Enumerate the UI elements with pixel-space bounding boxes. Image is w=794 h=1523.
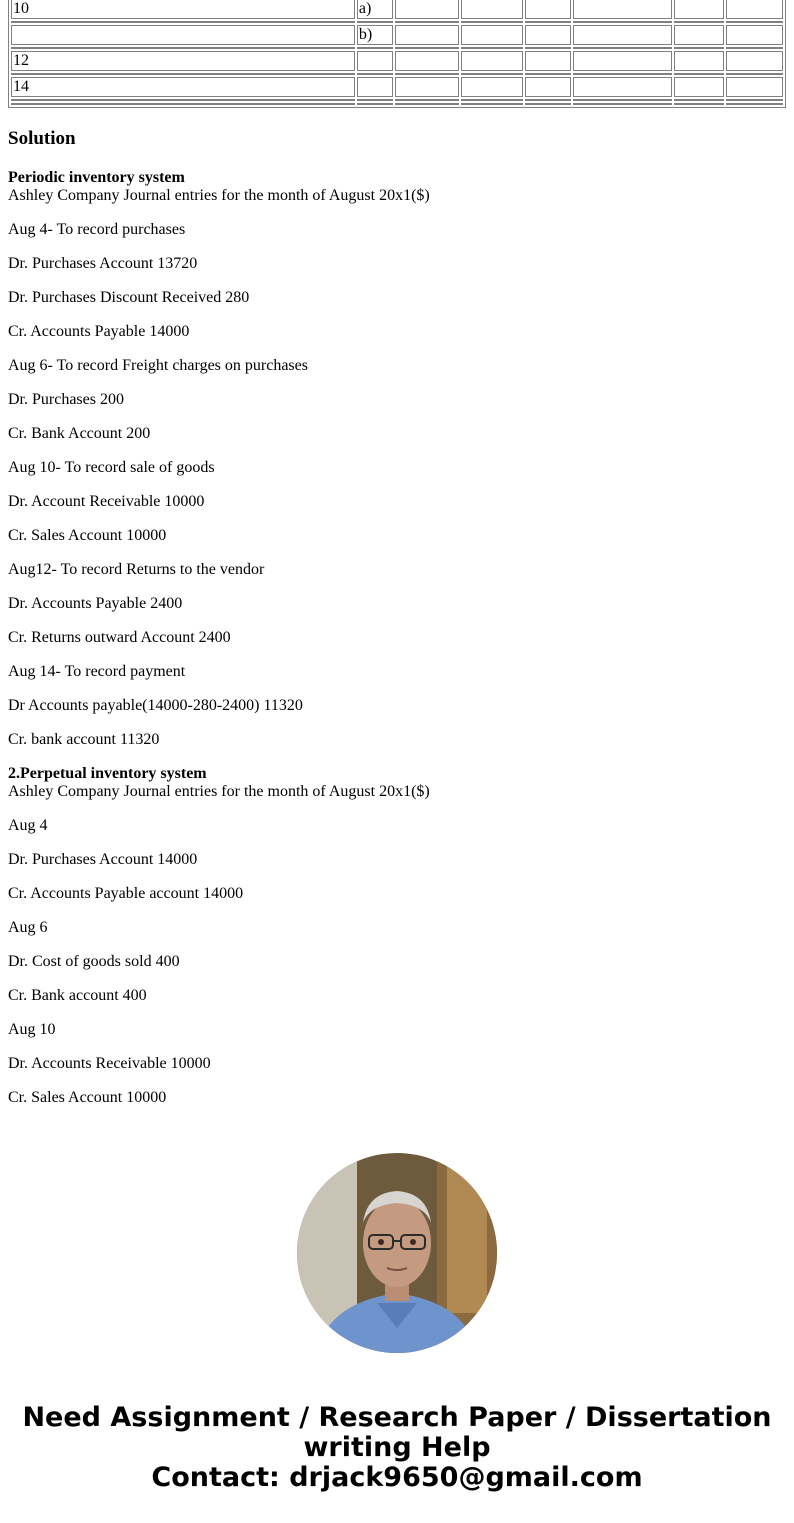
table-cell bbox=[726, 73, 783, 75]
table-cell bbox=[573, 0, 671, 19]
table-cell bbox=[461, 99, 523, 101]
table-cell bbox=[395, 21, 459, 23]
section-subtitle: Ashley Company Journal entries for the month of August 20x1($) bbox=[8, 187, 430, 204]
table-cell bbox=[357, 99, 393, 101]
journal-line: Cr. bank account 11320 bbox=[8, 731, 160, 748]
journal-table bbox=[8, 0, 786, 108]
table-cell bbox=[726, 77, 783, 97]
journal-line: Cr. Accounts Payable account 14000 bbox=[8, 885, 244, 902]
section-title: 2.Perpetual inventory system bbox=[8, 765, 207, 782]
table-cell bbox=[395, 25, 459, 45]
table-cell bbox=[11, 99, 355, 101]
table-cell bbox=[357, 103, 393, 105]
section-periodic bbox=[8, 169, 786, 749]
table-cell bbox=[674, 25, 724, 45]
journal-line: Aug 6- To record Freight charges on purchases bbox=[8, 357, 308, 374]
table-cell bbox=[525, 47, 571, 49]
table-cell bbox=[461, 51, 523, 71]
table-cell bbox=[525, 21, 571, 23]
author-photo bbox=[297, 1153, 497, 1353]
table-cell bbox=[726, 103, 783, 105]
table-cell bbox=[573, 25, 671, 45]
table-row bbox=[11, 77, 783, 97]
table-cell bbox=[357, 73, 393, 75]
journal-line: Cr. Bank account 400 bbox=[8, 987, 147, 1004]
table-cell bbox=[525, 77, 571, 97]
journal-line: Dr. Accounts Payable 2400 bbox=[8, 595, 183, 612]
table-cell bbox=[674, 73, 724, 75]
table-cell bbox=[357, 51, 393, 71]
table-separator-row bbox=[11, 73, 783, 75]
journal-line: Cr. Returns outward Account 2400 bbox=[8, 629, 231, 646]
table-row bbox=[11, 0, 783, 19]
table-cell bbox=[525, 0, 571, 19]
journal-line: Cr. Bank Account 200 bbox=[8, 425, 151, 442]
table-cell bbox=[461, 21, 523, 23]
journal-line: Aug 4 bbox=[8, 817, 48, 834]
table-cell bbox=[674, 99, 724, 101]
table-row bbox=[11, 51, 783, 71]
author-avatar bbox=[297, 1153, 497, 1353]
table-cell bbox=[573, 73, 671, 75]
table-cell bbox=[525, 103, 571, 105]
journal-line: Dr Accounts payable(14000-280-2400) 11320 bbox=[8, 697, 303, 714]
table-cell bbox=[357, 77, 393, 97]
table-cell bbox=[525, 99, 571, 101]
journal-line: Aug 6 bbox=[8, 919, 48, 936]
table-cell bbox=[11, 21, 355, 23]
journal-line: Aug 10- To record sale of goods bbox=[8, 459, 215, 476]
table-cell bbox=[573, 103, 671, 105]
table-cell bbox=[525, 51, 571, 71]
table-cell bbox=[395, 77, 459, 97]
table-cell: 14 bbox=[11, 77, 355, 97]
journal-line: Aug12- To record Returns to the vendor bbox=[8, 561, 265, 578]
table-cell: 12 bbox=[11, 51, 355, 71]
table-cell bbox=[357, 21, 393, 23]
journal-line: Dr. Purchases Account 14000 bbox=[8, 851, 198, 868]
table-cell bbox=[525, 25, 571, 45]
banner-line: writing Help bbox=[303, 1432, 491, 1463]
table-cell: 10 bbox=[11, 0, 355, 19]
journal-line: Dr. Purchases 200 bbox=[8, 391, 124, 408]
table-cell bbox=[395, 47, 459, 49]
table-row bbox=[11, 25, 783, 45]
table-cell bbox=[674, 47, 724, 49]
table-cell bbox=[573, 77, 671, 97]
table-cell bbox=[11, 25, 355, 45]
section-perpetual bbox=[8, 765, 786, 1107]
table-cell bbox=[395, 0, 459, 19]
table-cell: b) bbox=[357, 25, 393, 45]
table-cell bbox=[461, 77, 523, 97]
table-cell bbox=[573, 99, 671, 101]
table-cell bbox=[395, 99, 459, 101]
journal-line: Cr. Accounts Payable 14000 bbox=[8, 323, 190, 340]
table-cell bbox=[357, 47, 393, 49]
table-separator-row bbox=[11, 21, 783, 23]
journal-line: Aug 10 bbox=[8, 1021, 56, 1038]
solution-heading: Solution bbox=[8, 128, 76, 149]
table-cell bbox=[395, 51, 459, 71]
table-cell bbox=[573, 51, 671, 71]
table-cell bbox=[726, 21, 783, 23]
journal-line: Dr. Account Receivable 10000 bbox=[8, 493, 205, 510]
table-cell bbox=[11, 47, 355, 49]
journal-line: Dr. Accounts Receivable 10000 bbox=[8, 1055, 211, 1072]
table-cell bbox=[726, 99, 783, 101]
journal-line: Aug 14- To record payment bbox=[8, 663, 186, 680]
table-cell bbox=[726, 51, 783, 71]
table-cell bbox=[461, 103, 523, 105]
document-content bbox=[8, 0, 786, 1122]
journal-line: Dr. Purchases Discount Received 280 bbox=[8, 289, 250, 306]
section-title: Periodic inventory system bbox=[8, 169, 185, 186]
journal-line: Dr. Cost of goods sold 400 bbox=[8, 953, 180, 970]
table-cell: a) bbox=[357, 0, 393, 19]
table-separator-row bbox=[11, 103, 783, 105]
journal-line: Cr. Sales Account 10000 bbox=[8, 527, 167, 544]
table-cell bbox=[395, 103, 459, 105]
table-cell bbox=[674, 51, 724, 71]
table-cell bbox=[461, 25, 523, 45]
table-cell bbox=[573, 47, 671, 49]
section-subtitle: Ashley Company Journal entries for the month of August 20x1($) bbox=[8, 783, 430, 800]
table-cell bbox=[461, 47, 523, 49]
table-cell bbox=[461, 73, 523, 75]
table-separator-row bbox=[11, 47, 783, 49]
table-cell bbox=[11, 103, 355, 105]
table-cell bbox=[674, 21, 724, 23]
table-cell bbox=[674, 77, 724, 97]
table-cell bbox=[395, 73, 459, 75]
journal-line: Cr. Sales Account 10000 bbox=[8, 1089, 167, 1106]
table-separator-row bbox=[11, 99, 783, 101]
table-cell bbox=[726, 25, 783, 45]
journal-line: Aug 4- To record purchases bbox=[8, 221, 186, 238]
table-cell bbox=[674, 103, 724, 105]
table-cell bbox=[726, 47, 783, 49]
table-cell bbox=[11, 73, 355, 75]
table-cell bbox=[674, 0, 724, 19]
table-cell bbox=[573, 21, 671, 23]
journal-line: Dr. Purchases Account 13720 bbox=[8, 255, 198, 272]
table-cell bbox=[726, 0, 783, 19]
table-cell bbox=[461, 0, 523, 19]
table-cell bbox=[525, 73, 571, 75]
banner-line: Need Assignment / Research Paper / Dissertation bbox=[22, 1402, 772, 1433]
banner-contact: Contact: drjack9650@gmail.com bbox=[151, 1462, 643, 1493]
promo-banner bbox=[0, 1403, 794, 1493]
